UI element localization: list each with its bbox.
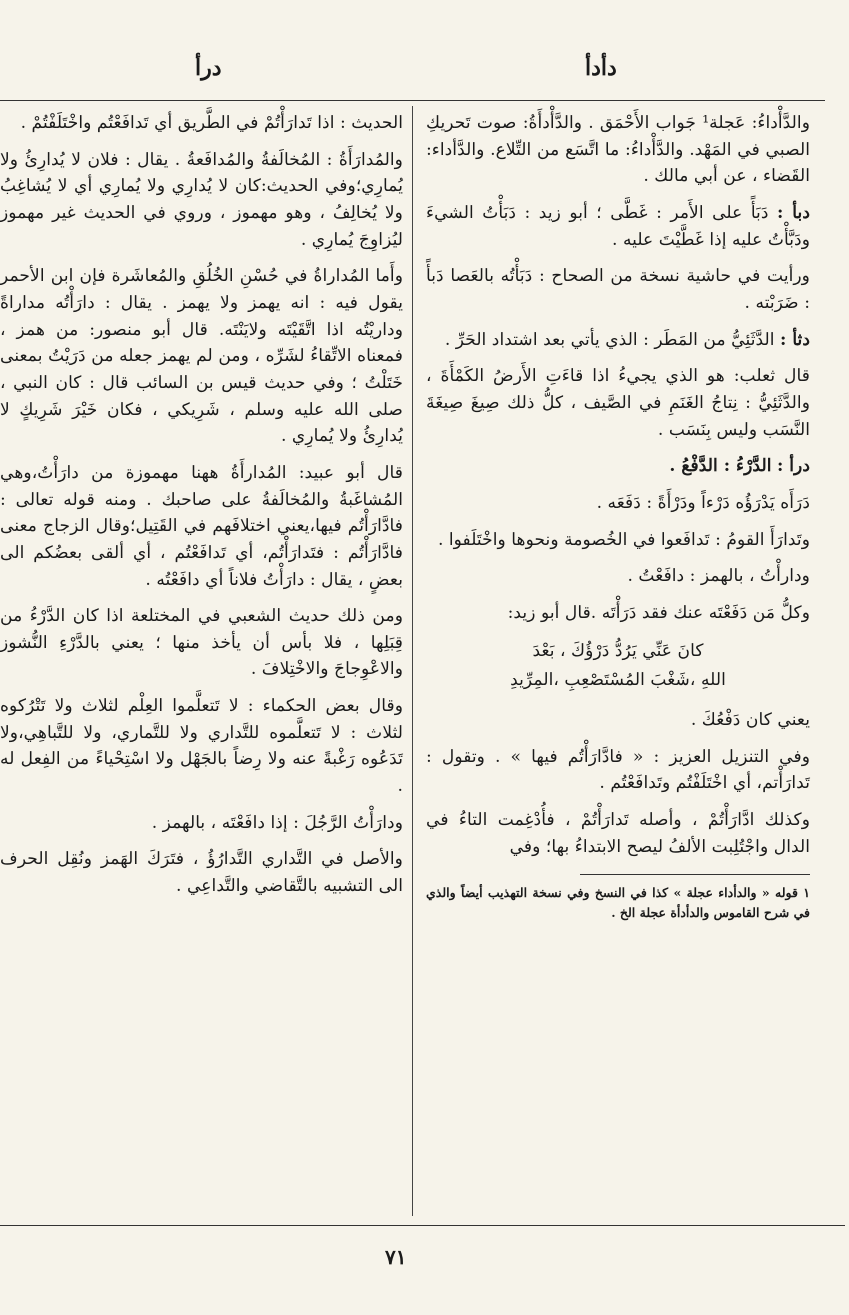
right-column (426, 110, 810, 933)
column-divider (412, 106, 413, 1216)
entry-paragraph: وكذلك ادَّارَأْتُمْ ، وأصله تَدارَأْتُمْ ، فأُدْغِمت التاءُ في الدال واجْتُلِبت الألفُ ليصح الابتداءُ بها؛ وفي (426, 809, 810, 857)
poem-line: اللهِ ،شَغْبَ المُسْتَصْعِبِ ،المِرِّيدِ (510, 669, 726, 690)
entry-paragraph: والدَّأْداءُ: عَجلة¹ جَواب الأَحْمَق . والدَّأْدأَةُ: صوت تَحريكِ الصبي في المَهْد. والدَّأْداءُ: ما اتَّسَع من التِّلاع. والدَّأداء: القَضاء ، عن أبي مالك . (426, 113, 810, 187)
entry-paragraph: وتَدارَأَ القومُ : تَدافَعوا في الخُصومة ونحوها واخْتَلَفوا . (437, 529, 810, 550)
entry-paragraph: وفي التنزيل العزيز : « فادَّارَأْتُم فيها » . وتقول : تَدارَأْتم، أي اخْتَلَفْتُم وتَدافَعْتُم . (426, 746, 810, 794)
entry-paragraph: الحديث : اذا تَدارَأْتُمْ في الطَّريق أي تَدافَعْتُم واخْتَلَفْتُمْ . (20, 113, 403, 133)
poem-verse (426, 637, 810, 695)
entry-dar (426, 453, 810, 480)
entry-text: دَبَأً على الأَمر : غَطَّى ؛ أبو زيد : دَبَأْتُ الشيءَ ودَبَّأْتُ عليه إذا غَطَّيْتَ عليه . (426, 202, 810, 250)
poem-line: كانَ عَنِّي يَرُدُّ دَرْؤُكَ ، بَعْدَ (532, 640, 704, 661)
entry-paragraph: وقال بعض الحكماء : لا تَتعلَّموا العِلْم لثلاث ولا تَتْرُكوه لثلاث : لا تَتعلَّموه للتَّداري ولا للتَّماري، ولا للتَّباهِي،ولا تَدَعُوه رَغْبةً عنه ولا رِضاً بالجَهْل ولا اسْتِحْياءً من الفِعل له . (0, 696, 403, 797)
running-header-right: دأدأ (585, 55, 617, 81)
entry-paragraph: دَرَأَه يَدْرَؤُه دَرْءاً ودَرْأَةً : دَفَعَه . (596, 492, 810, 513)
entry-paragraph: والأصل في التَّداري التَّدارُؤُ ، فتَرَكَ الهَمز ونُقِل الحرف الى التشبيه بالتَّقاضي والتَّداعِي . (0, 849, 403, 897)
footnote-rule (580, 874, 810, 875)
entry-dab (426, 200, 810, 253)
page-number: ٧١ (385, 1245, 407, 1269)
entry-paragraph: قال ثعلب: هو الذي يجيءُ اذا قاءَتِ الأَرضُ الكَمْأَةَ ، والدَّثَئِيُّ : نِتاجُ الغَنَمِ في الصَّيف ، كلُّ ذلك صِيغَ صِيغَةَ النَّسَب وليس بِنَسَب . (426, 366, 810, 440)
entry-paragraph: ودارَأْتُ الرَّجُلَ : إذا دافَعْتَه ، بالهمز . (151, 812, 403, 833)
entry-paragraph: والمُدارَأَةُ : المُخالَفةُ والمُدافَعةُ . يقال : فلان لا يُدارِئُ ولا يُمارِي؛وفي الحديث:كان لا يُدارِي ولا يُمارِي أي لا يُشاغِبُ ولا يُخالِفُ ، وهو مهموز ، وروي في الحديث غير مهموز ليُزاوِجَ يُمارِي . (0, 149, 403, 250)
entry-text: الدَّرْءُ : الدَّفْعُ . (669, 456, 772, 477)
footer-rule (0, 1225, 845, 1226)
entry-headword: دبأ : (776, 202, 810, 223)
entry-paragraph: يعني كان دَفْعُكَ . (690, 709, 810, 730)
footnote: ١ قوله « والدأداء عجلة » كذا في النسخ وفي نسخة التهذيب أيضاً والذي في شرح القاموس والدأدأة عجلة الخ . (426, 885, 810, 921)
left-column (0, 110, 403, 910)
entry-text: الدَّثَئِيُّ من المَطَر : الذي يأتي بعد اشتداد الحَرِّ . (444, 329, 775, 350)
entry-paragraph: وكلُّ مَن دَفَعْتَه عنك فقد دَرَأْتَه .قال أبو زيد: (507, 602, 810, 623)
entry-headword: درأ : (776, 456, 810, 477)
entry-dath (426, 327, 810, 354)
entry-paragraph: ومن ذلك حديث الشعبي في المختلعة اذا كان الدَّرْءُ من قِبَلِها ، فلا بأس أن يأخذ منها ؛ يعني بالدَّرْءِ النُّشوز والاعْوِجاجَ والاخْتِلافَ . (0, 606, 403, 680)
running-header-left: درأ (195, 55, 222, 81)
entry-paragraph: وأَما المُداراةُ في حُسْنِ الخُلُقِ والمُعاشَرة فإن ابن الأحمر يقول فيه : انه يهمز ولا يهمز . يقال : دارَأْتُه مداراةً وداريْتُه اذا اتَّقَيْتَه ولايَنْتَه. قال أبو منصور: من همز ، فمعناه الاتِّقاءُ لشَرِّه ، ومن لم يهمز جعله من دَرَيْتُ بمعنى خَتَلْتُ ؛ وفي حديث قيس بن السائب قال : كان النبي ، صلى الله عليه وسلم ، شَرِيكي ، فكان خَيْرَ شَرِيكٍ لا يُدارِئُ ولا يُمارِي . (0, 266, 403, 447)
entry-headword: دثأ : (779, 329, 810, 350)
header-rule (0, 100, 825, 101)
entry-paragraph: قال أبو عبيد: المُدارأَةُ ههنا مهموزة من دارَأْتُ،وهي المُشاغَبةُ والمُخالَفةُ على صاحبك . ومنه قوله تعالى : فادَّارَأْتُم فيها،يعني اختلافَهم في القَتِيل؛وقال الزجاج معنى فادَّارَأْتُم : فتَدارَأْتُم، أي تَدافَعْتُم ، أي ألقى بعضُكم الى بعضٍ ، يقال : دارَأْتُ فلاناً أي دافَعْتُه . (0, 462, 403, 590)
entry-paragraph: ودارأْتُ ، بالهمز : دافَعْتُ . (627, 566, 810, 587)
entry-paragraph: ورأيت في حاشية نسخة من الصحاح : دَبَأْتُه بالعَصا دَبأً : ضَرَبْته . (426, 266, 810, 313)
